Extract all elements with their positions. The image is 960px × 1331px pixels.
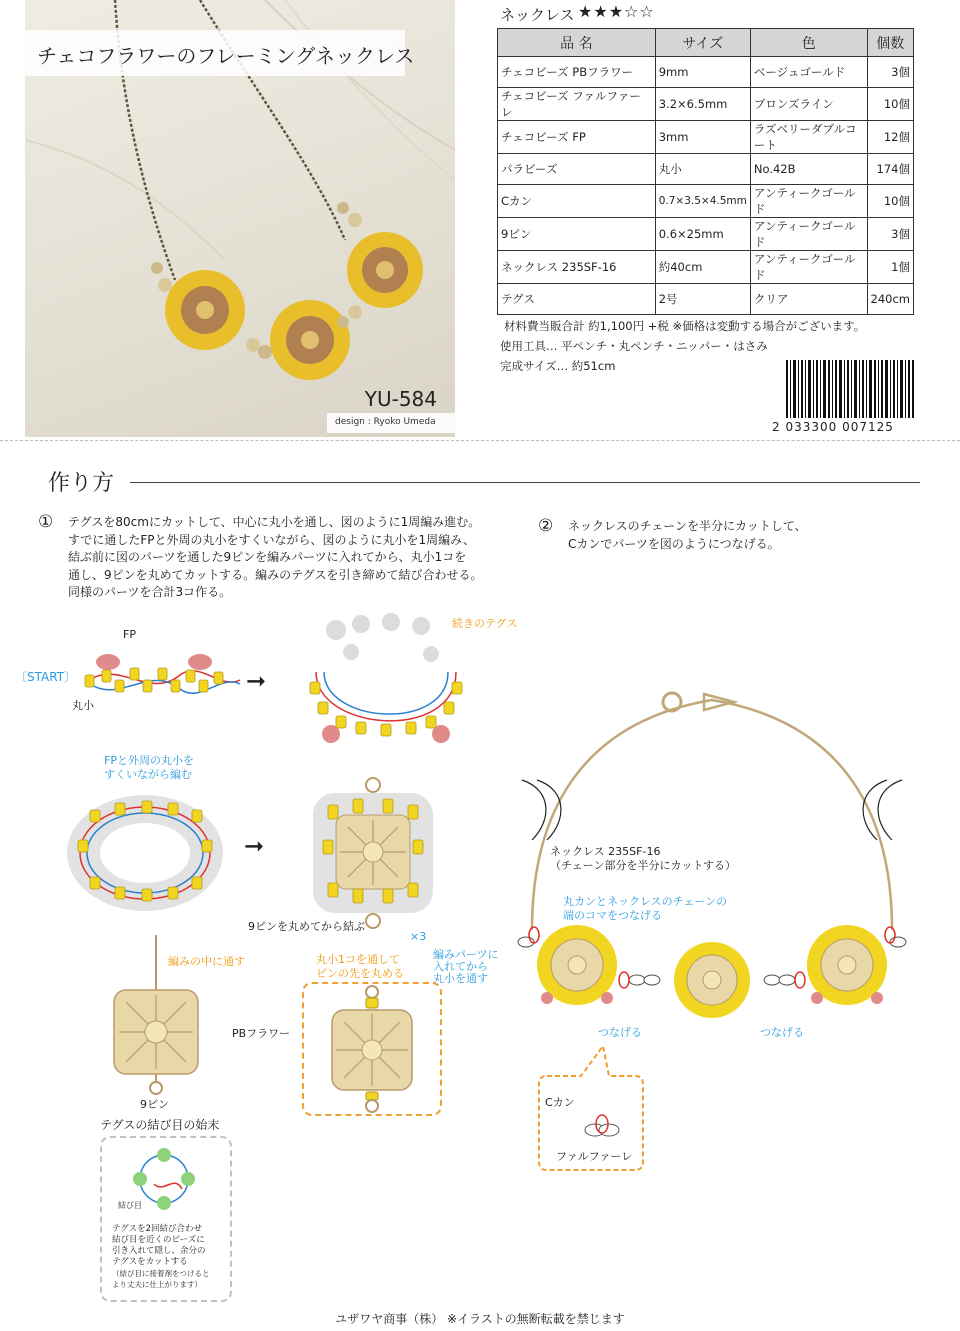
knot-note-line: より丈夫に仕上がります） xyxy=(112,1280,202,1289)
label-fp: FP xyxy=(123,628,136,641)
knot-text-line: テグスを2回結び合わせ xyxy=(112,1224,202,1234)
cell-size: 3mm xyxy=(655,121,750,154)
cell-color: アンティークゴールド xyxy=(750,185,867,218)
pin-assembly-box xyxy=(302,982,442,1116)
material-cost: 材料費当販合計 約1,100円 +税 ※価格は変動する場合がございます。 xyxy=(504,319,866,333)
table-row xyxy=(498,251,914,284)
cell-color: ベージュゴールド xyxy=(750,57,867,88)
product-code: YU-584 xyxy=(364,387,437,411)
label-connect-1: 丸カンとネックレスのチェーンの xyxy=(563,895,728,908)
cell-name: チェコビーズ FP xyxy=(498,121,656,154)
cell-qty: 12個 xyxy=(867,121,914,154)
photo-title-box xyxy=(25,30,415,76)
label-tsunageru-a: つなげる xyxy=(598,1026,642,1039)
step1-line: 同様のパーツを合計3コ作る。 xyxy=(68,585,232,599)
cell-size: 9mm xyxy=(655,57,750,88)
cell-name: パラビーズ xyxy=(498,154,656,185)
label-tsunageru-b: つなげる xyxy=(760,1026,804,1039)
cell-size: 0.6×25mm xyxy=(655,218,750,251)
table-row xyxy=(498,57,914,88)
full-ring-diagram xyxy=(50,785,240,920)
cell-color: アンティークゴールド xyxy=(750,251,867,284)
howto-rule xyxy=(130,482,920,483)
label-amiparts-2: 入れてから xyxy=(433,960,488,973)
step2-number: ② xyxy=(538,516,554,536)
label-amiparts-3: 丸小を通す xyxy=(433,972,488,985)
label-amiparts-1: 編みパーツに xyxy=(433,948,499,961)
table-row xyxy=(498,121,914,154)
label-x3: ×3 xyxy=(410,930,427,943)
cell-color: クリア xyxy=(750,284,867,315)
arrow-right-icon: ➞ xyxy=(246,667,267,695)
cell-color: No.42B xyxy=(750,154,867,185)
barcode-number: 2 033300 007125 xyxy=(772,420,894,434)
col-header-qty: 個数 xyxy=(867,29,914,57)
knot-label: 結び目 xyxy=(118,1201,142,1210)
cell-qty: 174個 xyxy=(867,154,914,185)
step1-text xyxy=(68,514,528,602)
finished-motif-diagram xyxy=(298,775,448,930)
materials-table xyxy=(497,28,914,315)
cell-size: 約40cm xyxy=(655,251,750,284)
step1-line: 通し、9ピンを丸めてカットする。編みのテグスを引き締めて結び合わせる。 xyxy=(68,567,483,582)
cell-size: 0.7×3.5×4.5mm xyxy=(655,185,750,218)
designer-box xyxy=(327,413,455,433)
finished-size: 完成サイズ… 約51cm xyxy=(500,359,616,373)
label-tsuzuki: 続きのテグス xyxy=(452,617,518,630)
label-pin-round: 9ピンを丸めてから結ぶ xyxy=(248,920,365,933)
step2-text xyxy=(568,518,928,553)
step2-line: Cカンでパーツを図のようにつなげる。 xyxy=(568,536,780,551)
footer-copyright: ユザワヤ商事（株） ※イラストの無断転載を禁じます xyxy=(335,1312,625,1326)
cell-color: ラズベリーダブルコート xyxy=(750,121,867,154)
label-sukui-1: FPと外周の丸小を xyxy=(104,754,194,767)
designer-credit: design : Ryoko Umeda xyxy=(335,417,436,427)
start-row-diagram xyxy=(70,640,250,710)
cell-qty: 240cm xyxy=(867,284,914,315)
knot-text-line: テグスをカットする xyxy=(112,1257,188,1267)
cell-name: チェコビーズ PBフラワー xyxy=(498,57,656,88)
label-necklace-1: ネックレス 235SF-16 xyxy=(550,845,661,858)
cell-name: ネックレス 235SF-16 xyxy=(498,251,656,284)
table-row xyxy=(498,284,914,315)
cell-qty: 10個 xyxy=(867,185,914,218)
label-maru1-1: 丸小1コを通して xyxy=(316,953,400,966)
divider xyxy=(0,440,960,441)
cell-size: 2号 xyxy=(655,284,750,315)
step1-line: すでに通したFPと外周の丸小をすくいながら、図のように丸小を1周編み、 xyxy=(68,532,475,547)
cell-color: ブロンズライン xyxy=(750,88,867,121)
barcode xyxy=(786,360,914,418)
cell-qty: 3個 xyxy=(867,218,914,251)
cell-name: 9ピン xyxy=(498,218,656,251)
step2-line: ネックレスのチェーンを半分にカットして、 xyxy=(568,519,807,533)
label-pb-flower: PBフラワー xyxy=(232,1027,291,1040)
cell-size: 3.2×6.5mm xyxy=(655,88,750,121)
col-header-size: サイズ xyxy=(655,29,750,57)
label-pin9: 9ピン xyxy=(140,1098,169,1111)
label-farfalle: ファルファーレ xyxy=(556,1150,633,1163)
knot-note-line: （結び目に接着剤をつけると xyxy=(112,1269,210,1278)
cell-qty: 10個 xyxy=(867,88,914,121)
cell-size: 丸小 xyxy=(655,154,750,185)
table-row xyxy=(498,154,914,185)
arrow-right-icon: ➞ xyxy=(244,832,265,860)
label-ckan: Cカン xyxy=(545,1096,575,1109)
materials-header-row xyxy=(498,29,914,57)
pin-assembly-diagram xyxy=(304,984,440,1114)
table-row xyxy=(498,218,914,251)
product-photo xyxy=(25,0,455,437)
knot-text-line: 結び目を近くのビーズに xyxy=(112,1235,205,1245)
label-start: 〔START〕 xyxy=(15,670,77,684)
cell-name: テグス xyxy=(498,284,656,315)
table-row xyxy=(498,88,914,121)
label-maru: 丸小 xyxy=(72,699,94,712)
difficulty-stars: ★★★☆☆ xyxy=(578,2,655,21)
label-connect-2: 端のコマをつなげる xyxy=(563,909,662,922)
cell-name: チェコビーズ ファルファーレ xyxy=(498,88,656,121)
product-type: ネックレス xyxy=(500,6,575,24)
step1-number: ① xyxy=(38,512,54,532)
ring-partial-diagram xyxy=(296,612,476,752)
label-sukui-2: すくいながら編む xyxy=(104,768,192,781)
label-maru1-2: ピンの先を丸める xyxy=(316,967,404,980)
col-header-color: 色 xyxy=(750,29,867,57)
step1-line: 結ぶ前に図のパーツを通した9ピンを編みパーツに入れてから、丸小1コを xyxy=(68,550,467,564)
step1-line: テグスを80cmにカットして、中心に丸小を通し、図のように1周編み進む。 xyxy=(68,515,481,529)
cell-qty: 3個 xyxy=(867,57,914,88)
cell-qty: 1個 xyxy=(867,251,914,284)
knot-title: テグスの結び目の始末 xyxy=(100,1118,220,1132)
pb-flower-pin-diagram xyxy=(100,935,220,1095)
tools-used: 使用工具… 平ペンチ・丸ペンチ・ニッパー・はさみ xyxy=(500,339,768,353)
cell-color: アンティークゴールド xyxy=(750,218,867,251)
knot-text xyxy=(112,1224,210,1290)
table-row xyxy=(498,185,914,218)
label-necklace-2: （チェーン部分を半分にカットする） xyxy=(550,859,737,872)
label-amime: 編みの中に通す xyxy=(168,955,245,968)
product-title: チェコフラワーのフレーミングネックレス xyxy=(37,44,415,68)
col-header-name: 品 名 xyxy=(498,29,656,57)
knot-box xyxy=(100,1136,232,1302)
cell-name: Cカン xyxy=(498,185,656,218)
howto-title: 作り方 xyxy=(48,471,115,496)
knot-text-line: 引き入れて隠し、余分の xyxy=(112,1246,206,1256)
